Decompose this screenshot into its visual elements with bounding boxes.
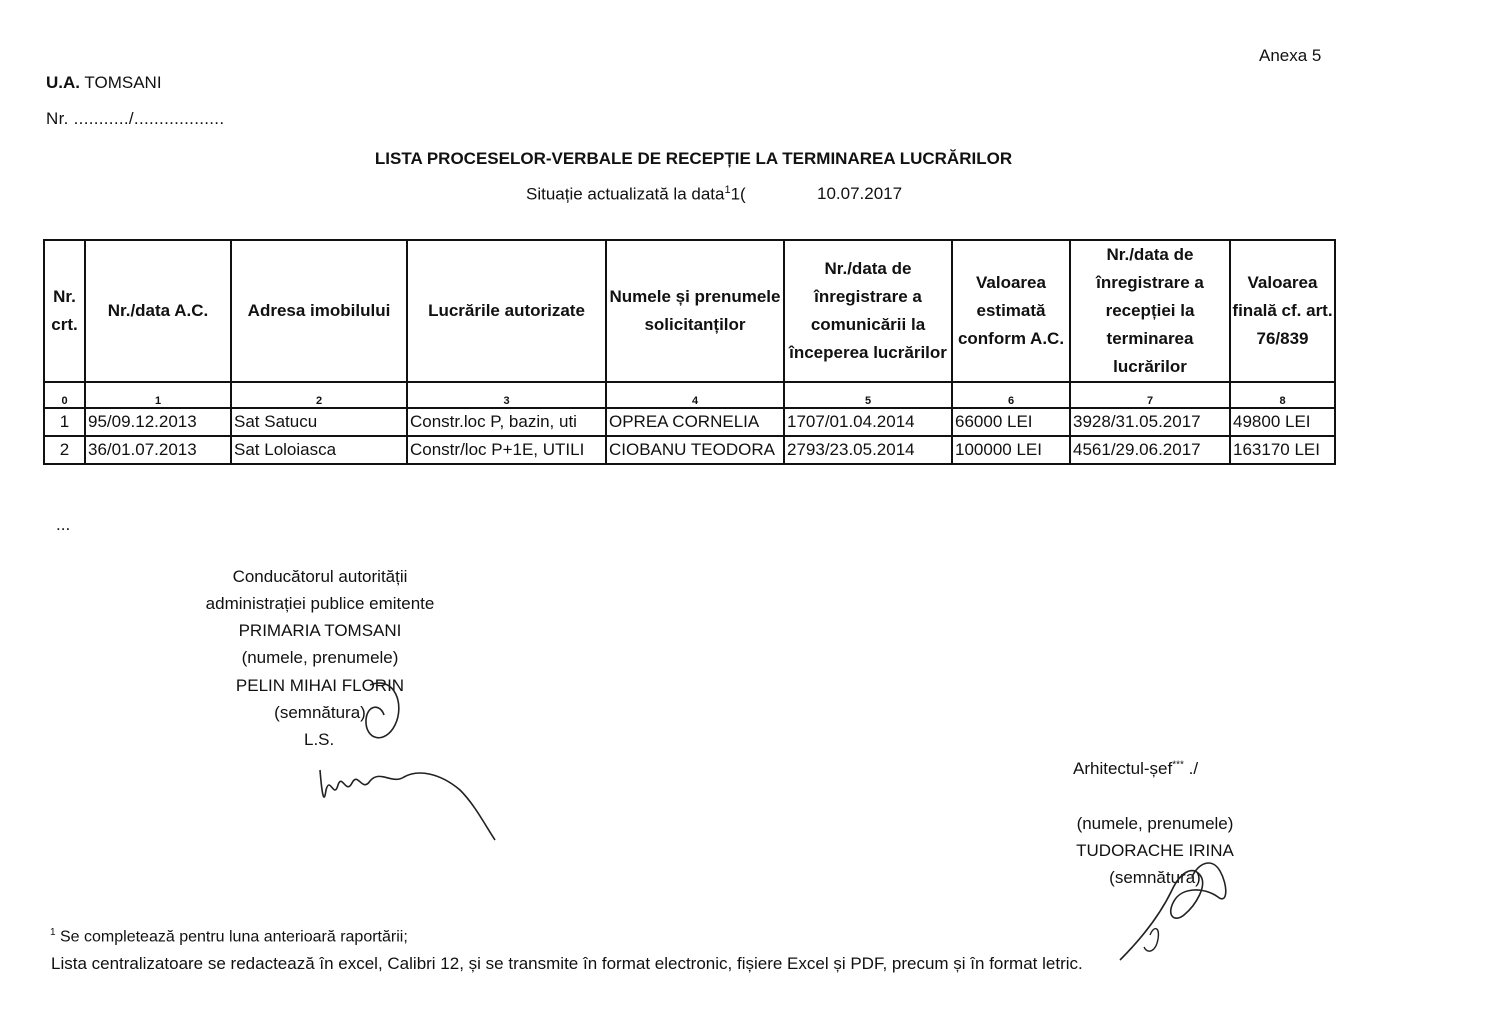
cell-valoare-estimata: 100000 LEI (952, 436, 1070, 464)
footnote-1-text: Se completează pentru luna anterioară raportării; (55, 928, 408, 946)
cell-receptie: 4561/29.06.2017 (1070, 436, 1230, 464)
column-number: 2 (231, 382, 407, 408)
cell-lucrari: Constr/loc P+1E, UTILI (407, 436, 606, 464)
cell-valoare-finala: 49800 LEI (1230, 408, 1335, 436)
col-header-nr-crt: Nr. crt. (44, 240, 85, 382)
col-header-comunicare: Nr./data de înregistrare a comunicării la începerea lucrărilor (784, 240, 952, 382)
cell-valoare-finala: 163170 LEI (1230, 436, 1335, 464)
table-header-row (44, 240, 1335, 382)
chief-architect-role: Arhitectul-șef (1073, 759, 1173, 778)
reception-table (43, 239, 1336, 465)
chief-architect-footnote-mark: *** (1172, 759, 1184, 771)
authority-title-line: Conducătorul autorității (232, 567, 408, 586)
signature-caption: (semnătura) (274, 703, 366, 722)
col-header-receptie: Nr./data de înregistrare a recepției la terminarea lucrărilor (1070, 240, 1230, 382)
column-number: 8 (1230, 382, 1335, 408)
name-caption: (numele, prenumele) (1076, 814, 1234, 833)
column-number: 3 (407, 382, 606, 408)
left-signature-scribble (300, 665, 510, 845)
column-number-row (44, 382, 1335, 408)
cell-nr-data-ac: 36/01.07.2013 (85, 436, 231, 464)
subtitle-tail: 1( (730, 184, 746, 204)
ellipsis: ... (56, 515, 71, 534)
org-prefix: U.A. (46, 73, 80, 92)
table-row (44, 408, 1335, 436)
subtitle-date: 10.07.2017 (817, 184, 903, 203)
col-header-lucrari: Lucrările autorizate (407, 240, 606, 382)
document-title: LISTA PROCESELOR-VERBALE DE RECEPȚIE LA TERMINAREA LUCRĂRILOR (374, 149, 1013, 168)
cell-numele: CIOBANU TEODORA (606, 436, 784, 464)
cell-nr-crt: 1 (44, 408, 85, 436)
number-line: Nr. .........../.................. (46, 109, 225, 128)
col-header-numele: Numele și prenumele solicitanților (606, 240, 784, 382)
column-number: 4 (606, 382, 784, 408)
subtitle-footnote-mark: 1 (724, 184, 731, 196)
right-signature-scribble (1100, 835, 1240, 975)
authority-name: PRIMARIA TOMSANI (238, 621, 402, 640)
cell-lucrari: Constr.loc P, bazin, uti (407, 408, 606, 436)
authority-title-line: administrației publice emitente (205, 594, 435, 613)
col-header-nr-data-ac: Nr./data A.C. (85, 240, 231, 382)
org-name (46, 73, 162, 93)
col-header-valoare-estimata: Valoarea estimată conform A.C. (952, 240, 1070, 382)
cell-nr-crt: 2 (44, 436, 85, 464)
chief-architect-tail: ./ (1183, 759, 1199, 778)
column-number: 6 (952, 382, 1070, 408)
table-row (44, 436, 1335, 464)
chief-architect-label (1073, 759, 1198, 779)
column-number: 1 (85, 382, 231, 408)
signatory-name: PELIN MIHAI FLORIN (235, 676, 405, 695)
col-header-valoare-finala: Valoarea finală cf. art. 76/839 (1230, 240, 1335, 382)
annex-label: Anexa 5 (1259, 46, 1322, 65)
subtitle-text: Situație actualizată la data (526, 184, 725, 204)
cell-numele: OPREA CORNELIA (606, 408, 784, 436)
column-number: 5 (784, 382, 952, 408)
name-caption: (numele, prenumele) (241, 648, 399, 667)
cell-valoare-estimata: 66000 LEI (952, 408, 1070, 436)
footnote-2: Lista centralizatoare se redactează în excel, Calibri 12, și se transmite în format electronic, fișiere Excel și PDF, precum și în format letric. (51, 954, 1083, 973)
signature-caption: (semnătura) (1109, 868, 1201, 887)
cell-receptie: 3928/31.05.2017 (1070, 408, 1230, 436)
footnote-1-mark: 1 (50, 927, 56, 938)
cell-comunicare: 1707/01.04.2014 (784, 408, 952, 436)
cell-adresa: Sat Loloiasca (231, 436, 407, 464)
cell-nr-data-ac: 95/09.12.2013 (85, 408, 231, 436)
column-number: 0 (44, 382, 85, 408)
col-header-adresa: Adresa imobilului (231, 240, 407, 382)
document-subtitle (526, 184, 746, 205)
cell-adresa: Sat Satucu (231, 408, 407, 436)
footnote-1 (50, 927, 408, 946)
column-number: 7 (1070, 382, 1230, 408)
cell-comunicare: 2793/23.05.2014 (784, 436, 952, 464)
architect-name: TUDORACHE IRINA (1076, 841, 1234, 860)
org-title: TOMSANI (84, 73, 162, 92)
seal-label: L.S. (304, 730, 335, 749)
